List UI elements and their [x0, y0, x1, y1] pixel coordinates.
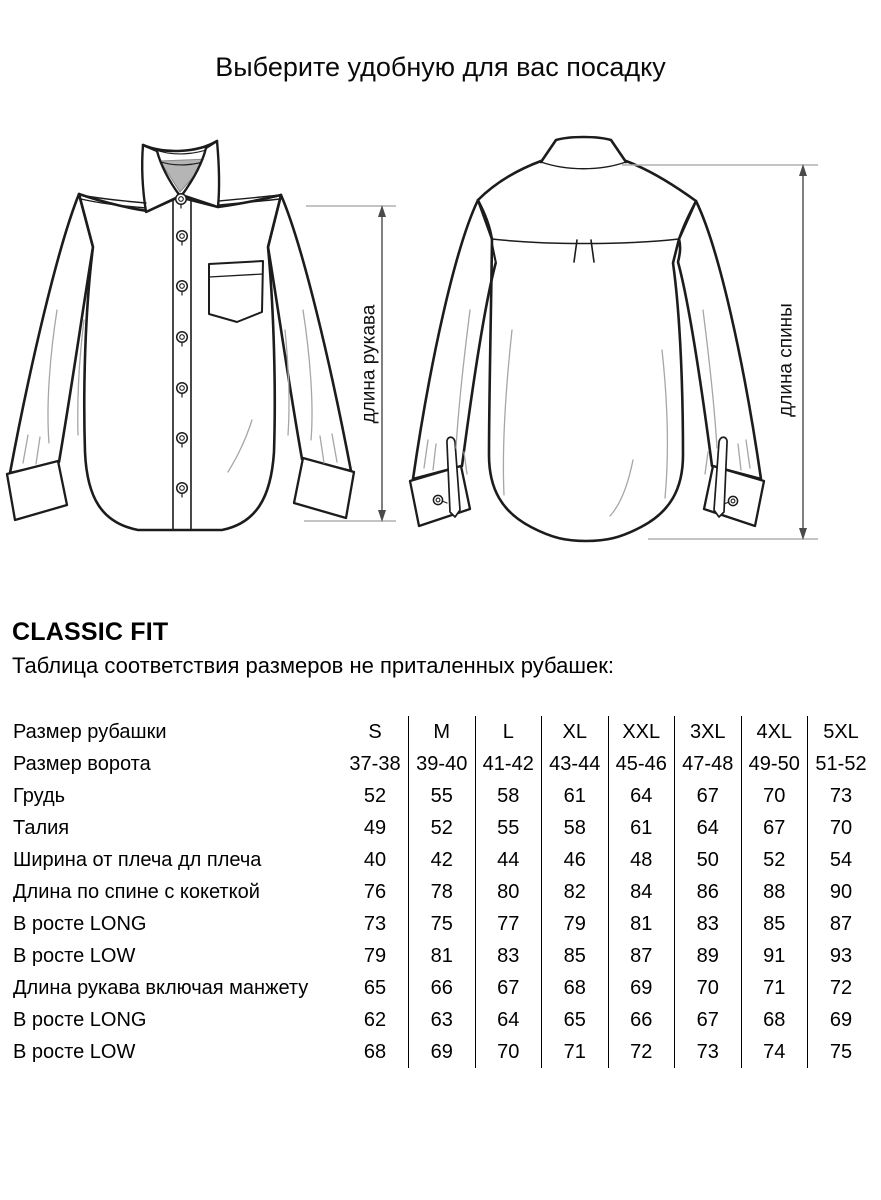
- row-label: Грудь: [13, 785, 66, 807]
- table-row: [12, 972, 874, 1004]
- size-cell: 58: [475, 780, 542, 812]
- table-row: [12, 940, 874, 972]
- table-row: [12, 716, 874, 748]
- size-cell: 42: [409, 844, 476, 876]
- size-cell: 61: [542, 780, 609, 812]
- size-cell: 91: [741, 940, 808, 972]
- size-cell: 40: [363, 849, 387, 871]
- size-cell: 44: [475, 844, 542, 876]
- size-cell: 62: [363, 1009, 387, 1031]
- size-cell: 37-38: [349, 753, 401, 775]
- size-cell: 45-46: [608, 748, 675, 780]
- page-title: Выберите удобную для вас посадку: [215, 52, 666, 82]
- row-label: В росте LOW: [13, 945, 136, 967]
- size-cell: 70: [741, 780, 808, 812]
- size-cell: 66: [608, 1004, 675, 1036]
- size-cell: 73: [808, 780, 875, 812]
- size-cell: 39-40: [409, 748, 476, 780]
- size-cell: 64: [675, 812, 742, 844]
- size-cell: 81: [409, 940, 476, 972]
- size-cell: 51-52: [808, 748, 875, 780]
- size-cell: 83: [475, 940, 542, 972]
- size-cell: 65: [542, 1004, 609, 1036]
- size-cell: 85: [542, 940, 609, 972]
- size-cell: 64: [475, 1004, 542, 1036]
- size-cell: 73: [675, 1036, 742, 1068]
- row-label: В росте LOW: [13, 1041, 136, 1063]
- size-cell: 67: [741, 812, 808, 844]
- size-cell: 93: [808, 940, 875, 972]
- row-label: Длина рукава включая манжету: [13, 977, 309, 999]
- size-cell: 68: [363, 1041, 387, 1063]
- size-cell: S: [368, 721, 382, 743]
- size-cell: 52: [409, 812, 476, 844]
- size-cell: 67: [675, 1004, 742, 1036]
- back-left-sleeve: [413, 200, 496, 479]
- size-cell: 49-50: [741, 748, 808, 780]
- size-cell: 70: [475, 1036, 542, 1068]
- table-row: [12, 876, 874, 908]
- size-cell: 86: [675, 876, 742, 908]
- table-row: [12, 1004, 874, 1036]
- size-cell: 49: [363, 817, 387, 839]
- size-cell: 76: [363, 881, 387, 903]
- size-cell: 52: [741, 844, 808, 876]
- size-cell: XXL: [608, 716, 675, 748]
- back-right-sleeve: [678, 201, 761, 479]
- size-cell: 85: [741, 908, 808, 940]
- shirt-front-drawing: [7, 141, 354, 530]
- row-label: Талия: [13, 817, 70, 839]
- size-cell: 72: [608, 1036, 675, 1068]
- size-cell: 75: [409, 908, 476, 940]
- size-cell: 78: [409, 876, 476, 908]
- size-cell: 80: [475, 876, 542, 908]
- back-armhole-lines: [478, 200, 696, 239]
- size-cell: 47-48: [675, 748, 742, 780]
- table-row: [12, 844, 874, 876]
- size-cell: 74: [741, 1036, 808, 1068]
- size-cell: 63: [409, 1004, 476, 1036]
- size-cell: 75: [808, 1036, 875, 1068]
- table-row: [12, 1036, 874, 1068]
- size-cell: 64: [608, 780, 675, 812]
- size-cell: 88: [741, 876, 808, 908]
- size-cell: 3XL: [675, 716, 742, 748]
- size-cell: 84: [608, 876, 675, 908]
- size-cell: 66: [409, 972, 476, 1004]
- size-cell: 55: [409, 780, 476, 812]
- size-cell: 54: [808, 844, 875, 876]
- size-cell: 58: [542, 812, 609, 844]
- size-cell: 4XL: [741, 716, 808, 748]
- row-label: В росте LONG: [13, 913, 147, 935]
- size-cell: 71: [741, 972, 808, 1004]
- size-cell: 73: [363, 913, 387, 935]
- size-cell: 61: [608, 812, 675, 844]
- size-cell: L: [475, 716, 542, 748]
- row-label: Размер рубашки: [13, 721, 167, 743]
- size-cell: 81: [608, 908, 675, 940]
- size-cell: 67: [475, 972, 542, 1004]
- size-cell: 70: [808, 812, 875, 844]
- size-cell: 65: [363, 977, 387, 999]
- fit-heading: CLASSIC FIT: [12, 618, 169, 646]
- size-cell: 50: [675, 844, 742, 876]
- size-cell: 72: [808, 972, 875, 1004]
- size-cell: 5XL: [808, 716, 875, 748]
- table-caption: Таблица соответствия размеров не приталенных рубашек:: [12, 653, 614, 678]
- size-cell: 55: [475, 812, 542, 844]
- front-right-sleeve: [268, 195, 351, 471]
- size-cell: XL: [542, 716, 609, 748]
- size-cell: 69: [409, 1036, 476, 1068]
- row-label: В росте LONG: [13, 1009, 147, 1031]
- table-row: [12, 812, 874, 844]
- size-cell: 83: [675, 908, 742, 940]
- size-cell: 79: [542, 908, 609, 940]
- size-cell: 68: [741, 1004, 808, 1036]
- size-cell: 67: [675, 780, 742, 812]
- front-left-sleeve: [10, 194, 93, 473]
- sleeve-length-label: длина рукава: [358, 304, 380, 424]
- table-row: [12, 780, 874, 812]
- size-cell: 82: [542, 876, 609, 908]
- size-cell: 89: [675, 940, 742, 972]
- size-cell: 46: [542, 844, 609, 876]
- size-cell: 52: [363, 785, 387, 807]
- back-length-label: длина спины: [775, 303, 797, 417]
- chest-pocket: [209, 261, 263, 322]
- row-label: Длина по спине с кокеткой: [13, 881, 260, 903]
- row-label: Размер ворота: [13, 753, 151, 775]
- size-cell: 77: [475, 908, 542, 940]
- row-label: Ширина от плеча дл плеча: [13, 849, 262, 871]
- size-cell: 48: [608, 844, 675, 876]
- shirt-back-drawing: [410, 137, 764, 541]
- front-body: [79, 194, 281, 530]
- size-cell: 71: [542, 1036, 609, 1068]
- size-cell: M: [409, 716, 476, 748]
- size-cell: 87: [608, 940, 675, 972]
- size-cell: 87: [808, 908, 875, 940]
- size-cell: 69: [808, 1004, 875, 1036]
- size-cell: 90: [808, 876, 875, 908]
- table-row: [12, 748, 874, 780]
- size-cell: 41-42: [475, 748, 542, 780]
- size-cell: 68: [542, 972, 609, 1004]
- size-table-body: [12, 716, 874, 1068]
- size-cell: 70: [675, 972, 742, 1004]
- size-cell: 79: [363, 945, 387, 967]
- size-cell: 69: [608, 972, 675, 1004]
- size-cell: 43-44: [542, 748, 609, 780]
- size-table: [12, 716, 874, 1068]
- table-row: [12, 908, 874, 940]
- back-body-fill: [489, 239, 683, 541]
